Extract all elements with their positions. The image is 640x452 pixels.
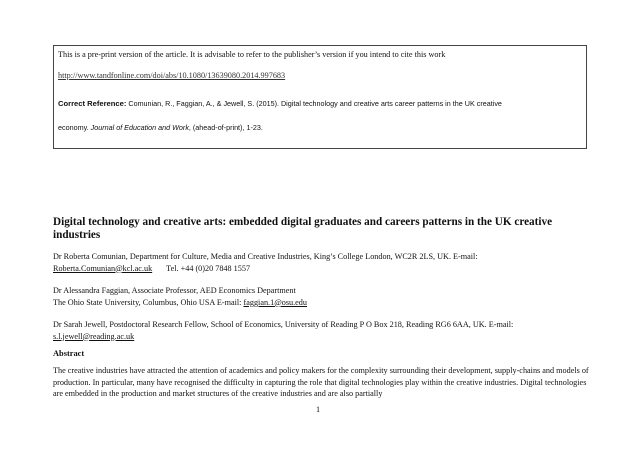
author-jewell-contact	[53, 331, 513, 343]
reference-line-2	[58, 123, 263, 132]
paper-title: Digital technology and creative arts: embedded digital graduates and careers patterns in the UK creative industries	[53, 216, 553, 241]
author-jewell-affiliation: Dr Sarah Jewell, Postdoctoral Research Fellow, School of Economics, University of Reading P O Box 218, Reading RG6 6AA, UK. E-mail:	[53, 320, 514, 329]
preprint-notice-text: This is a pre-print version of the article. It is advisable to refer to the publisher’s version if you intend to cite this work	[58, 50, 446, 59]
abstract-heading: Abstract	[53, 349, 85, 358]
author-comunian-email[interactable]: Roberta.Comunian@kcl.ac.uk	[53, 263, 153, 273]
page-number: 1	[316, 405, 321, 414]
author-faggian	[53, 285, 307, 308]
author-comunian-affiliation: Dr Roberta Comunian, Department for Culture, Media and Creative Industries, King’s College London, WC2R 2LS, UK. E-mail:	[53, 252, 478, 261]
preprint-notice-box	[53, 45, 587, 149]
author-faggian-email[interactable]: faggian.1@osu.edu	[243, 297, 307, 307]
author-faggian-affiliation: Dr Alessandra Faggian, Associate Professor, AED Economics Department	[53, 286, 296, 295]
author-comunian-tel: Tel. +44 (0)20 7848 1557	[166, 263, 251, 273]
publisher-url-link[interactable]: http://www.tandfonline.com/doi/abs/10.1080/13639080.2014.997683	[58, 71, 286, 80]
publisher-url-line	[58, 71, 285, 80]
reference-line2-end: , (ahead-of-print), 1-23.	[188, 123, 263, 132]
author-faggian-contact	[53, 297, 307, 309]
reference-label: Correct Reference:	[58, 99, 127, 108]
reference-journal: Journal of Education and Work	[90, 123, 189, 132]
author-faggian-institution: The Ohio State University, Columbus, Ohio USA E-mail:	[53, 297, 244, 307]
author-jewell	[53, 319, 513, 342]
author-comunian-contact	[53, 263, 478, 275]
author-jewell-email[interactable]: s.l.jewell@reading.ac.uk	[53, 331, 135, 341]
reference-line2-start: economy.	[58, 123, 91, 132]
reference-authors: Comunian, R., Faggian, A., & Jewell, S. (2015). Digital technology and creative arts career patterns in the UK creative	[128, 99, 502, 108]
reference-line-1	[58, 99, 502, 108]
author-comunian	[53, 251, 478, 274]
abstract-body: The creative industries have attracted the attention of academics and policy makers for the complexity surrounding their development, supply-chains and models of production. In particular, many have recognised the difficulty in capturing the role that digital technologies play within the creative industries. Digital technologies are embedded in the production and market structures of the creative industries and are also partially	[53, 366, 589, 398]
